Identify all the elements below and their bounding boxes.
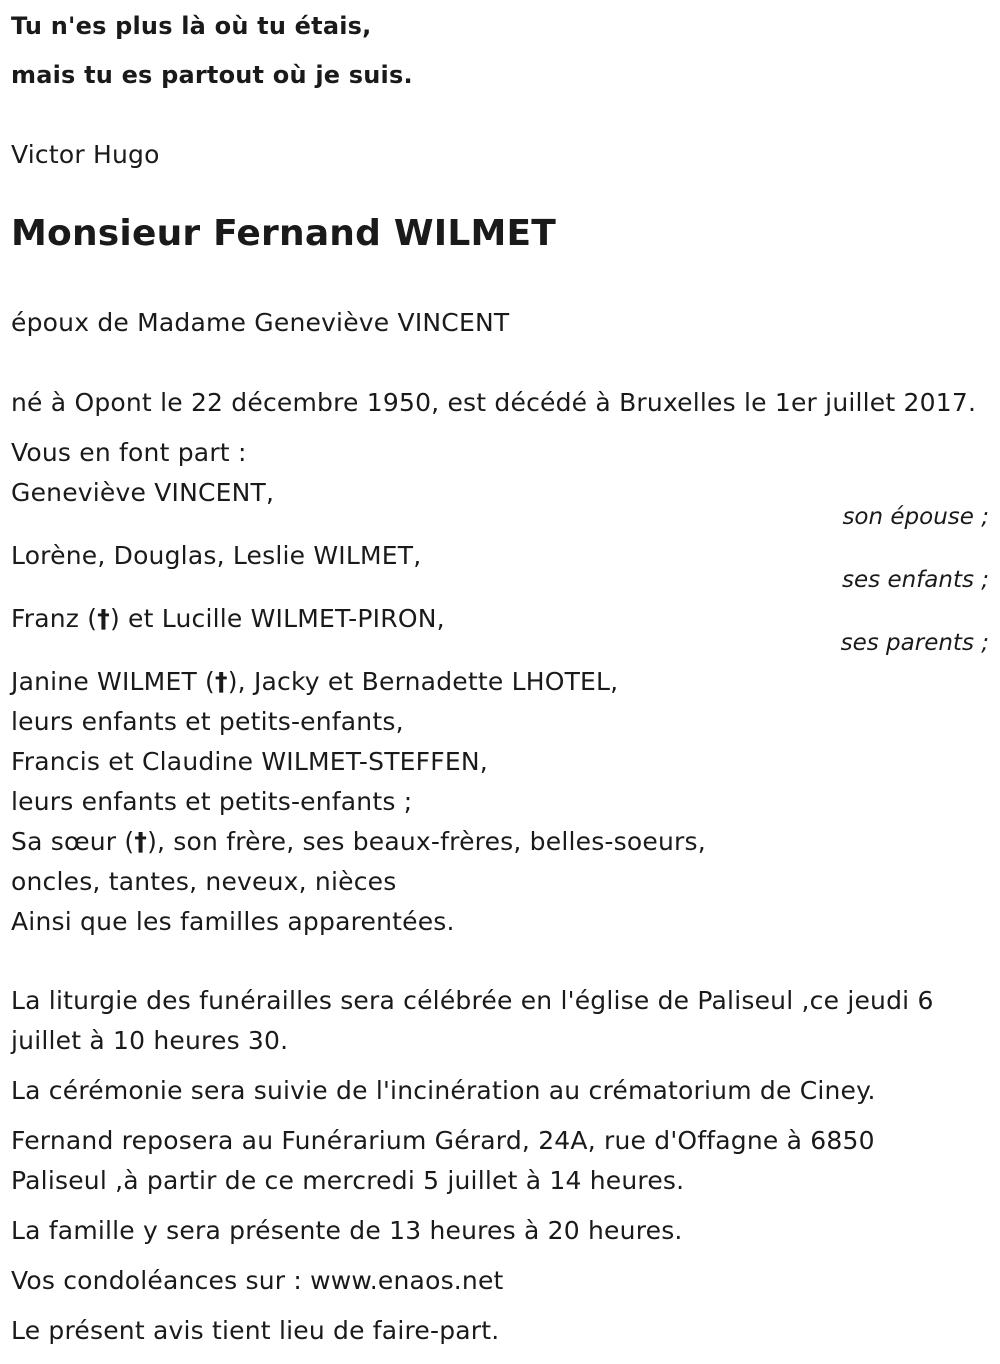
rest-line-2: Paliseul ,à partir de ce mercredi 5 juillet à 14 heures. [11, 1166, 685, 1195]
parents-text-a: Franz ( [11, 604, 98, 633]
family-others [11, 827, 706, 857]
family-sibling-1-desc: leurs enfants et petits-enfants, [11, 707, 404, 736]
family-sibling-2: Francis et Claudine WILMET-STEFFEN, [11, 747, 488, 776]
quote-author: Victor Hugo [11, 140, 160, 169]
cross-icon: † [134, 827, 148, 856]
sibling1-text-b: ), Jacky et Bernadette LHOTEL, [227, 667, 619, 696]
cross-icon: † [97, 604, 110, 633]
liturgy-line-1: La liturgie des funérailles sera célébrée en l'église de Paliseul ,ce jeudi 6 [11, 986, 934, 1015]
family-sibling-2-desc: leurs enfants et petits-enfants ; [11, 787, 413, 816]
notice-line: Le présent avis tient lieu de faire-part. [11, 1316, 500, 1345]
others-text-b: ), son frère, ses beaux-frères, belles-soeurs, [147, 827, 706, 856]
sibling1-text-a: Janine WILMET ( [11, 667, 216, 696]
family-children: Lorène, Douglas, Leslie WILMET, [11, 541, 422, 570]
quote-line-1: Tu n'es plus là où tu étais, [11, 12, 372, 40]
family-others-2: oncles, tantes, neveux, nièces [11, 867, 397, 896]
deceased-name: Monsieur Fernand WILMET [11, 213, 557, 254]
liturgy-line-2: juillet à 10 heures 30. [11, 1026, 289, 1055]
family-others-3: Ainsi que les familles apparentées. [11, 907, 455, 936]
rest-line-1: Fernand reposera au Funérarium Gérard, 24A, rue d'Offagne à 6850 [11, 1126, 875, 1155]
spouse-line: époux de Madame Geneviève VINCENT [11, 308, 510, 337]
cremation-line: La cérémonie sera suivie de l'incinération au crématorium de Ciney. [11, 1076, 876, 1105]
family-sibling-1 [11, 667, 618, 697]
family-spouse: Geneviève VINCENT, [11, 478, 275, 507]
birth-death-line: né à Opont le 22 décembre 1950, est décédé à Bruxelles le 1er juillet 2017. [11, 388, 977, 417]
others-text-a: Sa sœur ( [11, 827, 135, 856]
parents-text-b: ) et Lucille WILMET-PIRON, [109, 604, 445, 633]
role-parents: ses parents ; [840, 630, 989, 656]
family-parents [11, 604, 445, 634]
condolences-line: Vos condoléances sur : www.enaos.net [11, 1266, 504, 1295]
family-presence-line: La famille y sera présente de 13 heures à 20 heures. [11, 1216, 683, 1245]
quote-line-2: mais tu es partout où je suis. [11, 61, 413, 89]
role-spouse: son épouse ; [842, 504, 989, 530]
family-intro: Vous en font part : [11, 438, 247, 467]
role-children: ses enfants ; [842, 567, 989, 593]
cross-icon: † [215, 667, 228, 696]
